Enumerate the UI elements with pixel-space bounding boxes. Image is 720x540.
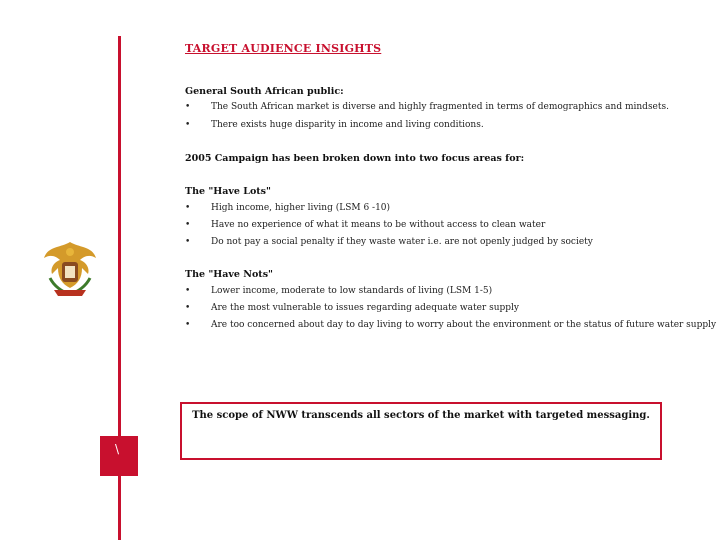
- list-item: • Are the most vulnerable to issues regarding adequate water supply: [185, 303, 519, 313]
- list-item: • There exists huge disparity in income and living conditions.: [185, 120, 484, 130]
- list-item: • Are too concerned about day to day living to worry about the environment or the status of future water supply: [185, 320, 717, 330]
- list-item: • Do not pay a social penalty if they waste water i.e. are not openly judged by society: [185, 237, 593, 247]
- campaign-heading: 2005 Campaign has been broken down into two focus areas for:: [185, 153, 525, 164]
- list-item: • Lower income, moderate to low standards of living (LSM 1-5): [185, 286, 493, 296]
- have-nots-heading: The "Have Nots": [185, 269, 273, 280]
- list-item: • The South African market is diverse and highly fragmented in terms of demographics and mindsets.: [185, 102, 669, 112]
- scope-statement: The scope of NWW transcends all sectors of the market with targeted messaging.: [192, 410, 650, 421]
- list-item: • High income, higher living (LSM 6 -10): [185, 203, 391, 213]
- corner-marker: [100, 436, 138, 476]
- general-heading: General South African public:: [185, 86, 344, 97]
- have-lots-heading: The "Have Lots": [185, 186, 271, 197]
- backslash-glyph: \: [115, 442, 120, 456]
- scope-callout-box: [180, 402, 662, 460]
- slide-title: TARGET AUDIENCE INSIGHTS: [185, 42, 382, 55]
- coat-of-arms-icon: [40, 238, 100, 300]
- list-item: • Have no experience of what it means to be without access to clean water: [185, 220, 546, 230]
